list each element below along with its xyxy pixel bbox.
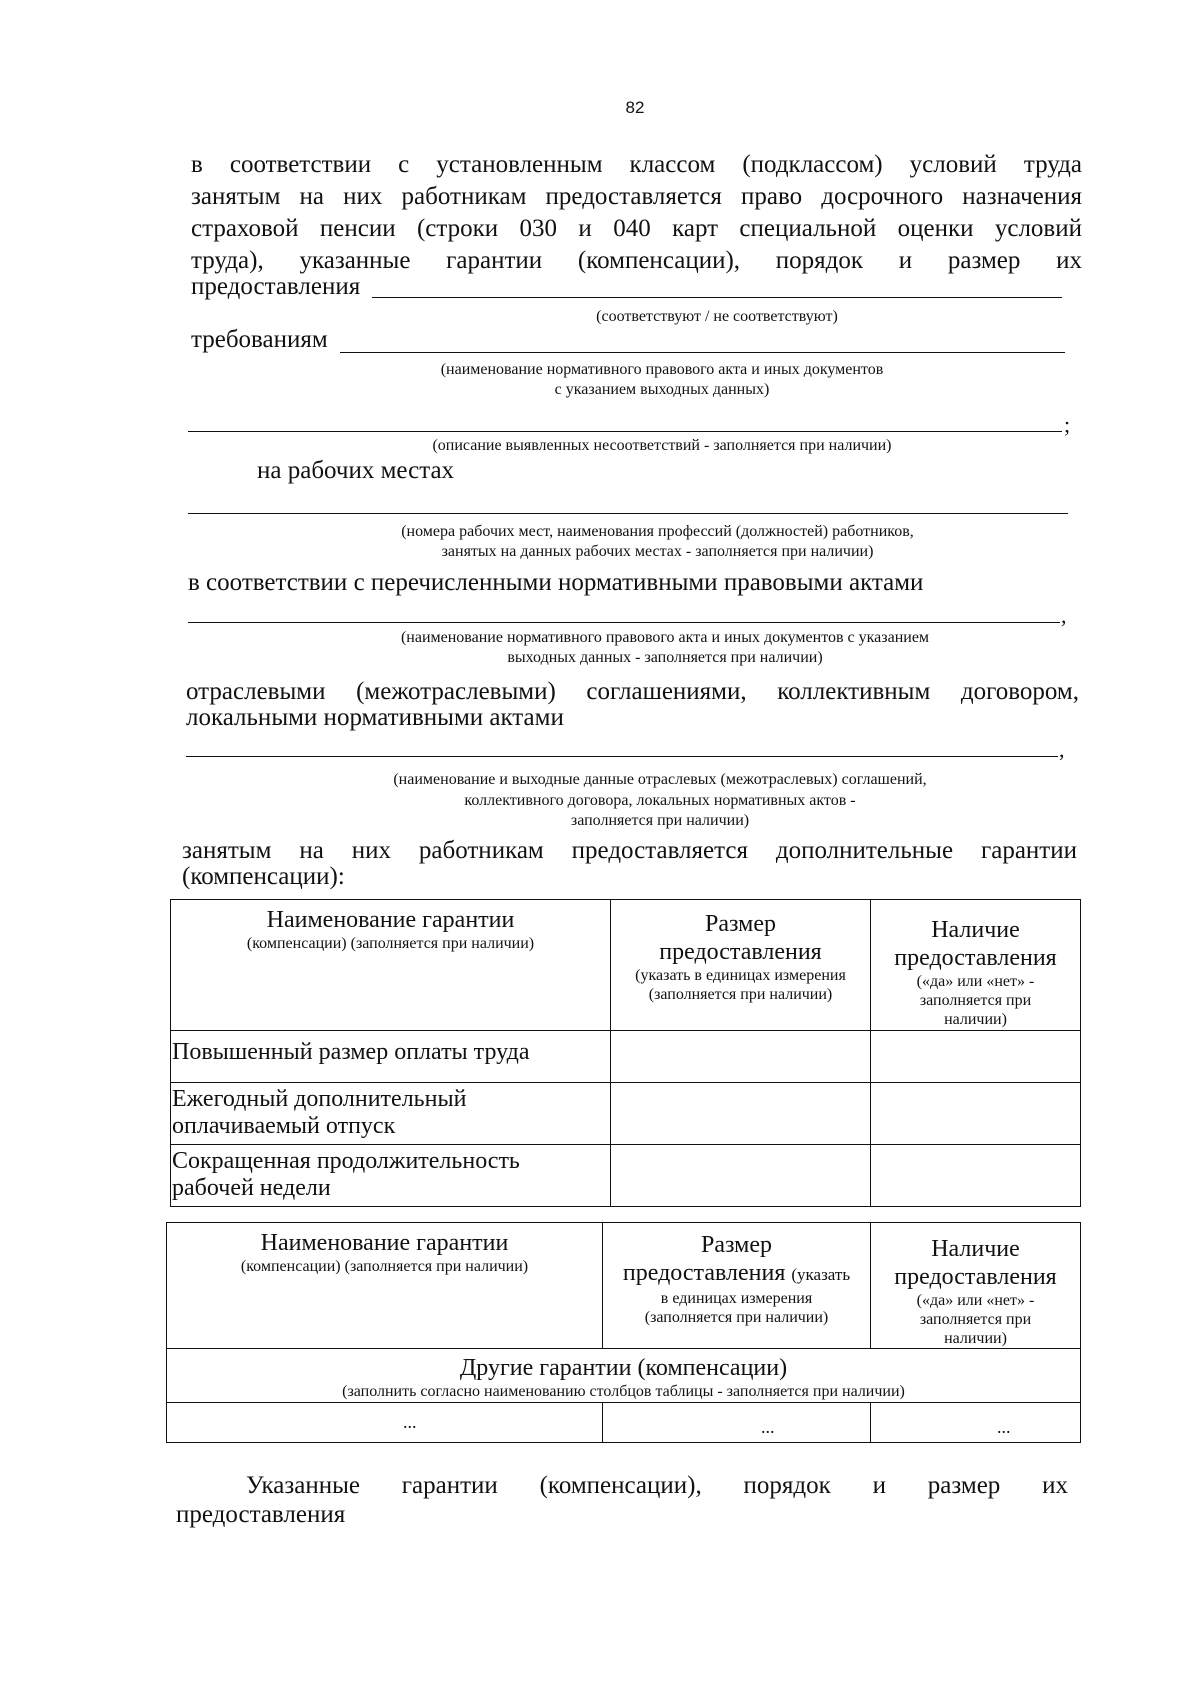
header-availability-title-1: Наличие bbox=[931, 917, 1020, 943]
caption-workplaces-2: занятых на данных рабочих местах - заполняется при наличии) bbox=[441, 543, 874, 560]
intro-line-2: занятым на них работникам предоставляется право досрочного назначения bbox=[191, 183, 1082, 210]
amount-cell[interactable] bbox=[611, 1145, 871, 1207]
page-number: 82 bbox=[625, 98, 645, 117]
intro-line-3: страховой пенсии (строки 030 и 040 карт специальной оценки условий bbox=[191, 215, 1082, 242]
table-header-row bbox=[171, 900, 1081, 1031]
blank-line-industry[interactable] bbox=[186, 756, 1058, 757]
blank-line-accordance[interactable] bbox=[188, 622, 1060, 623]
header-availability-title-2: предоставления bbox=[894, 945, 1057, 971]
row-label-leave-2: оплачиваемый отпуск bbox=[172, 1113, 396, 1139]
header-availability-title-2: предоставления bbox=[894, 1264, 1057, 1290]
blank-line-requirements[interactable] bbox=[340, 352, 1065, 353]
workplaces-label: на рабочих местах bbox=[257, 457, 455, 484]
other-guarantees-note: (заполнить согласно наименованию столбцов таблицы - заполняется при наличии) bbox=[342, 1383, 905, 1400]
ellipsis-name: ... bbox=[403, 1412, 417, 1432]
intro-tail: предоставления bbox=[191, 273, 361, 300]
table-header-row bbox=[167, 1223, 1081, 1349]
additional-line-2: (компенсации): bbox=[182, 863, 345, 890]
row-label-cell bbox=[171, 1083, 611, 1145]
header-availability-note-2: заполняется при bbox=[919, 992, 1032, 1009]
caption-workplaces-1: (номера рабочих мест, наименования профессий (должностей) работников, bbox=[401, 523, 914, 540]
row-label-week-1: Сокращенная продолжительность bbox=[172, 1148, 520, 1174]
header-amount-note-2: (заполняется при наличии) bbox=[644, 1309, 829, 1326]
table-row bbox=[171, 1083, 1081, 1145]
header-availability-note-1: («да» или «нет» - bbox=[916, 973, 1035, 990]
ellipsis-amount: ... bbox=[761, 1417, 775, 1437]
header-amount-note-1: в единицах измерения bbox=[660, 1290, 813, 1307]
header-availability-note-1: («да» или «нет» - bbox=[916, 1292, 1035, 1309]
caption-accordance-2: выходных данных - заполняется при наличии) bbox=[507, 649, 823, 666]
other-guarantees-title: Другие гарантии (компенсации) bbox=[459, 1355, 788, 1381]
intro-line-1: в соответствии с установленным классом (подклассом) условий труда bbox=[191, 151, 1082, 178]
industry-line-2: локальными нормативными актами bbox=[186, 704, 564, 731]
other-name-cell[interactable] bbox=[167, 1403, 603, 1443]
availability-cell[interactable] bbox=[871, 1031, 1081, 1083]
caption-requirements-1: (наименование нормативного правового акта и иных документов bbox=[440, 361, 884, 378]
comma-mark-2: , bbox=[1059, 737, 1065, 762]
caption-industry-2: коллективного договора, локальных нормативных актов - bbox=[464, 792, 856, 809]
caption-requirements-2: с указанием выходных данных) bbox=[554, 381, 770, 398]
header-amount-title-1: Размер bbox=[705, 911, 776, 937]
header-amount-title-2: предоставления bbox=[622, 1260, 786, 1286]
final-line-2: предоставления bbox=[176, 1501, 346, 1528]
blank-line-discrepancies[interactable] bbox=[188, 431, 1062, 432]
header-guarantee-name bbox=[167, 1223, 603, 1349]
semicolon-mark: ; bbox=[1064, 412, 1071, 437]
header-amount bbox=[611, 900, 871, 1031]
header-amount-title-tail: (указать bbox=[791, 1265, 851, 1284]
blank-line-workplaces[interactable] bbox=[188, 513, 1068, 514]
amount-cell[interactable] bbox=[611, 1031, 871, 1083]
header-guarantee-name bbox=[171, 900, 611, 1031]
header-guarantee-name-title: Наименование гарантии bbox=[260, 1230, 509, 1256]
other-amount-cell[interactable] bbox=[603, 1403, 871, 1443]
caption-discrepancies: (описание выявленных несоответствий - заполняется при наличии) bbox=[432, 437, 892, 454]
availability-cell[interactable] bbox=[871, 1145, 1081, 1207]
blank-line-compliance[interactable] bbox=[372, 297, 1062, 298]
header-availability-title-1: Наличие bbox=[931, 1236, 1020, 1262]
header-availability-note-3: наличии) bbox=[944, 1011, 1007, 1028]
header-availability bbox=[871, 900, 1081, 1031]
row-label-cell bbox=[171, 1031, 611, 1083]
availability-cell[interactable] bbox=[871, 1083, 1081, 1145]
row-label-week-2: рабочей недели bbox=[172, 1175, 331, 1201]
header-amount-note-1: (указать в единицах измерения bbox=[635, 967, 846, 984]
caption-industry-1: (наименование и выходные данные отраслевых (межотраслевых) соглашений, bbox=[393, 771, 927, 788]
caption-accordance-1: (наименование нормативного правового акта и иных документов с указанием bbox=[400, 629, 930, 646]
row-label-higher-pay: Повышенный размер оплаты труда bbox=[172, 1039, 530, 1065]
table-row bbox=[167, 1403, 1081, 1443]
header-guarantee-name-note: (компенсации) (заполняется при наличии) bbox=[240, 1258, 529, 1275]
ellipsis-availability: ... bbox=[997, 1417, 1011, 1437]
header-guarantee-name-title: Наименование гарантии bbox=[266, 907, 515, 933]
requirements-label: требованиям bbox=[191, 326, 328, 353]
table-row bbox=[171, 1145, 1081, 1207]
table-row bbox=[171, 1031, 1081, 1083]
final-line-1: Указанные гарантии (компенсации), порядок и размер их bbox=[246, 1472, 1068, 1499]
industry-line-1: отраслевыми (межотраслевыми) соглашениями, коллективным договором, bbox=[186, 678, 1079, 705]
header-availability-note-2: заполняется при bbox=[919, 1311, 1032, 1328]
row-label-leave-1: Ежегодный дополнительный bbox=[172, 1086, 467, 1112]
row-label-cell bbox=[171, 1145, 611, 1207]
header-amount bbox=[603, 1223, 871, 1349]
comma-mark-1: , bbox=[1061, 603, 1067, 628]
caption-industry-3: заполняется при наличии) bbox=[570, 812, 750, 829]
header-amount-note-2: (заполняется при наличии) bbox=[648, 986, 833, 1003]
accordance-label: в соответствии с перечисленными нормативными правовыми актами bbox=[188, 569, 924, 596]
intro-line-4: труда), указанные гарантии (компенсации), порядок и размер их bbox=[191, 247, 1082, 274]
other-guarantees-row bbox=[167, 1349, 1081, 1403]
other-availability-cell[interactable] bbox=[871, 1403, 1081, 1443]
caption-compliance: (соответствуют / не соответствуют) bbox=[596, 308, 838, 325]
header-amount-title-2: предоставления bbox=[659, 939, 822, 965]
header-availability bbox=[871, 1223, 1081, 1349]
header-availability-note-3: наличии) bbox=[944, 1330, 1007, 1347]
additional-line-1: занятым на них работникам предоставляется дополнительные гарантии bbox=[182, 837, 1077, 864]
other-guarantees-cell bbox=[167, 1349, 1081, 1403]
other-guarantees-table bbox=[166, 1222, 1081, 1443]
header-amount-title-1: Размер bbox=[701, 1232, 772, 1258]
header-guarantee-name-note: (компенсации) (заполняется при наличии) bbox=[246, 935, 535, 952]
amount-cell[interactable] bbox=[611, 1083, 871, 1145]
guarantees-table bbox=[170, 899, 1081, 1207]
